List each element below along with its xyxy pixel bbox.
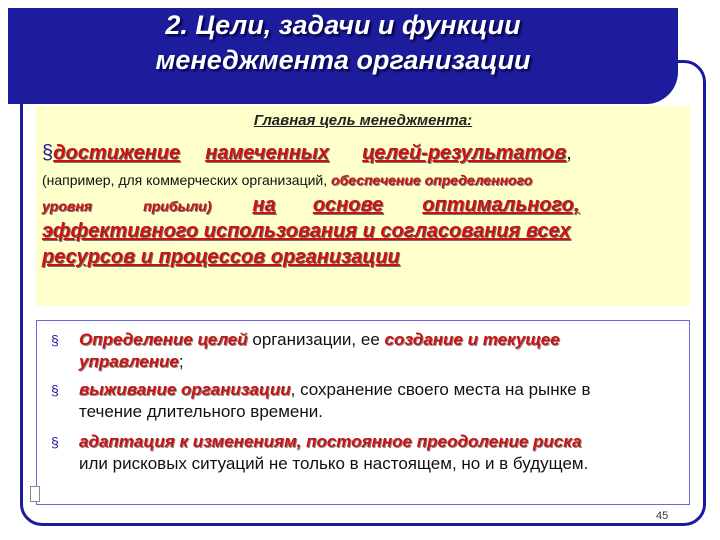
goal-word-optimal: оптимального, bbox=[422, 194, 580, 216]
item-1-em2: создание и текущее bbox=[384, 330, 560, 349]
item-1-em: Определение целей bbox=[79, 330, 248, 349]
item-1-line2: ; bbox=[178, 352, 184, 371]
goal-word-planned: намеченных bbox=[205, 142, 330, 164]
goal-word-on: на bbox=[252, 194, 276, 216]
item-3-line2: или рисковых ситуаций не только в настоящем, но и в будущем. bbox=[79, 454, 589, 473]
goal-line-2 bbox=[42, 172, 532, 188]
list-bullet: § bbox=[51, 332, 59, 348]
goal-line-3 bbox=[42, 194, 579, 217]
list-item bbox=[51, 431, 681, 475]
goal-comma: , bbox=[566, 142, 572, 164]
goal-effective-use: эффективного использования и согласования всех bbox=[42, 220, 571, 242]
item-1-line2-em: управление bbox=[79, 352, 179, 371]
goal-example-text: (например, для коммерческих организаций, bbox=[42, 172, 328, 188]
item-2-text: , сохранение своего места на рынке в bbox=[290, 380, 591, 399]
item-2-em: выживание организации bbox=[79, 380, 291, 399]
corner-tab bbox=[30, 486, 40, 502]
list-item bbox=[51, 379, 681, 423]
goal-level: уровня bbox=[42, 198, 93, 214]
main-goal-panel bbox=[36, 106, 690, 306]
goal-word-achieve: достижение bbox=[53, 142, 181, 164]
goal-line-4 bbox=[42, 220, 571, 243]
goal-line-1 bbox=[42, 142, 572, 165]
goal-resources: ресурсов и процессов организации bbox=[42, 246, 400, 268]
list-bullet: § bbox=[51, 382, 59, 398]
goal-line-5 bbox=[42, 246, 400, 269]
item-1-text: организации, ее bbox=[247, 330, 385, 349]
goal-word-results: целей-результатов bbox=[362, 142, 567, 164]
title-line-1: 2. Цели, задачи и функции bbox=[165, 10, 521, 40]
goal-bullet: § bbox=[42, 142, 54, 164]
goal-heading: Главная цель менеджмента: bbox=[253, 112, 473, 129]
slide-title bbox=[0, 8, 686, 78]
title-line-2: менеджмента организации bbox=[155, 45, 531, 75]
item-2-line2: течение длительного времени. bbox=[79, 402, 323, 421]
goal-profit: прибыли) bbox=[143, 198, 212, 214]
goal-example-red: обеспечение определенного bbox=[331, 172, 533, 188]
page-number: 45 bbox=[656, 510, 669, 522]
list-item bbox=[51, 329, 681, 373]
goal-word-basis: основе bbox=[312, 194, 384, 216]
item-3-em: адаптация к изменениям, постоянное преодоление риска bbox=[79, 432, 582, 451]
list-bullet: § bbox=[51, 434, 59, 450]
tasks-list-panel bbox=[36, 320, 690, 505]
